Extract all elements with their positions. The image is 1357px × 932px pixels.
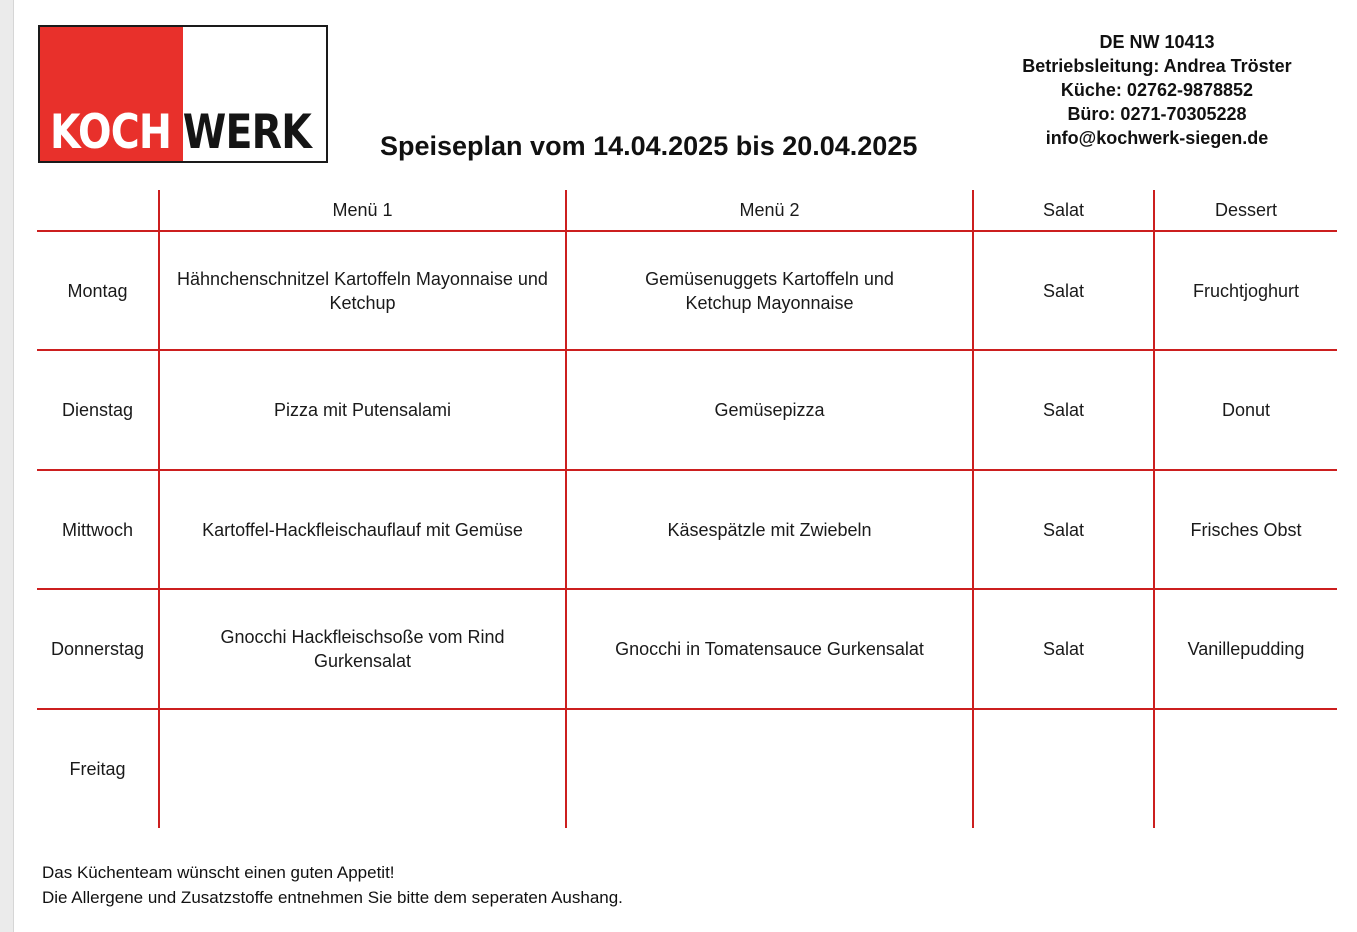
office-phone: Büro: 0271-70305228 (1067, 104, 1247, 124)
menu1-cell: Gnocchi Hackfleischsoße vom Rind Gurkensalat (220, 627, 505, 671)
kitchen-phone: Küche: 02762-9878852 (1060, 80, 1254, 100)
menu2-cell: Gemüsepizza (714, 400, 825, 420)
management-line: Betriebsleitung: Andrea Tröster (1022, 56, 1292, 76)
menu1-cell: Kartoffel-Hackfleischauflauf mit Gemüse (202, 519, 523, 540)
menu-table (37, 190, 1337, 828)
registration-number: DE NW 10413 (1099, 32, 1215, 52)
header-menu2: Menü 2 (739, 200, 800, 220)
footer-note (42, 860, 623, 910)
dessert-cell: Fruchtjoghurt (1192, 280, 1300, 301)
kochwerk-logo (38, 25, 328, 163)
header-menu1: Menü 1 (332, 200, 393, 220)
menu1-cell (160, 710, 565, 828)
day-cell: Montag (67, 280, 128, 301)
day-cell: Dienstag (61, 400, 134, 420)
contact-info (990, 30, 1324, 150)
dessert-cell: Frisches Obst (1190, 519, 1302, 540)
header-salad: Salat (1042, 200, 1085, 220)
dessert-cell: Donut (1221, 400, 1271, 420)
logo-koch-text: KOCH (50, 105, 172, 160)
menu2-cell: Gemüsenuggets Kartoffeln und Ketchup Mayonnaise (645, 268, 894, 313)
email-address: info@kochwerk-siegen.de (1045, 128, 1269, 148)
menu2-cell (567, 710, 972, 828)
logo-werk-text: WERK (182, 105, 311, 160)
salad-cell: Salat (1042, 639, 1085, 659)
day-cell: Mittwoch (61, 519, 133, 540)
day-cell: Donnerstag (50, 639, 145, 659)
dessert-cell: Vanillepudding (1187, 639, 1305, 659)
footer-appetite-line: Das Küchenteam wünscht einen guten Appetit! (42, 863, 395, 882)
salad-cell (974, 710, 1153, 828)
header-day (37, 190, 158, 230)
day-cell: Freitag (69, 759, 126, 779)
salad-cell: Salat (1042, 280, 1085, 301)
page-title: Speiseplan vom 14.04.2025 bis 20.04.2025 (380, 131, 918, 161)
menu-page (13, 0, 1357, 932)
menu1-cell: Pizza mit Putensalami (273, 400, 452, 420)
footer-allergen-line: Die Allergene und Zusatzstoffe entnehmen Sie bitte dem seperaten Aushang. (42, 888, 623, 907)
menu1-cell: Hähnchenschnitzel Kartoffeln Mayonnaise und Ketchup (177, 268, 548, 313)
menu2-cell: Käsespätzle mit Zwiebeln (667, 519, 872, 540)
logo-wordmark (50, 107, 311, 159)
salad-cell: Salat (1042, 400, 1085, 420)
dessert-cell (1155, 710, 1337, 828)
menu2-cell: Gnocchi in Tomatensauce Gurkensalat (615, 639, 924, 659)
header-dessert: Dessert (1214, 200, 1277, 220)
salad-cell: Salat (1042, 519, 1085, 540)
